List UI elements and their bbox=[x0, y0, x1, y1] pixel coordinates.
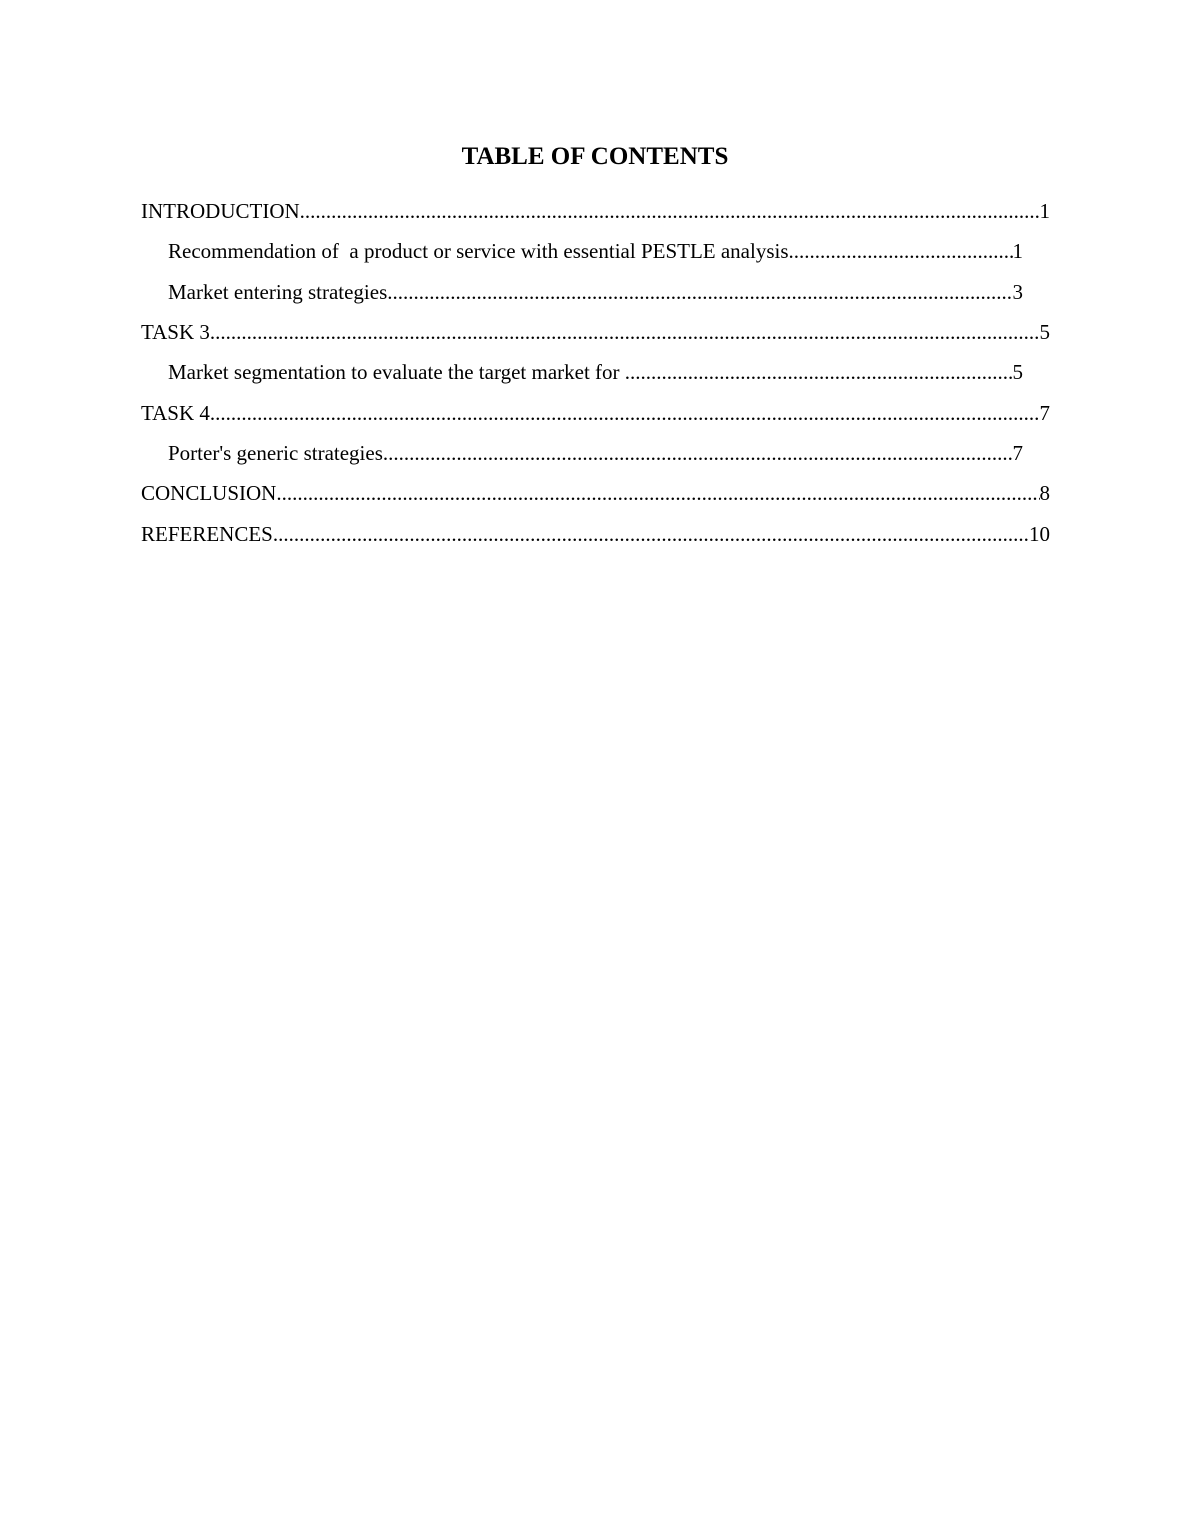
toc-dot-leader bbox=[789, 236, 1013, 266]
toc-dot-leader bbox=[300, 196, 1040, 226]
toc-page-number: 7 bbox=[1039, 401, 1050, 425]
toc-page-number: 5 bbox=[1039, 320, 1050, 344]
toc-entry-porters-generic-strategies[interactable] bbox=[168, 438, 1023, 468]
toc-entry-task-4[interactable] bbox=[141, 398, 1050, 428]
toc-page-number: 10 bbox=[1029, 522, 1050, 546]
toc-dot-leader bbox=[273, 519, 1029, 549]
toc-entry-label: TASK 3 bbox=[141, 320, 210, 344]
toc-entry-pestle-recommendation[interactable] bbox=[168, 236, 1023, 266]
toc-entry-label: Market segmentation to evaluate the target market for bbox=[168, 360, 625, 384]
toc-entry-introduction[interactable] bbox=[141, 196, 1050, 226]
toc-page-number: 3 bbox=[1012, 280, 1023, 304]
toc-page-number: 1 bbox=[1039, 199, 1050, 223]
toc-entry-references[interactable] bbox=[141, 519, 1050, 549]
toc-entry-conclusion[interactable] bbox=[141, 478, 1050, 508]
toc-dot-leader bbox=[625, 357, 1013, 387]
toc-entry-label: INTRODUCTION bbox=[141, 199, 300, 223]
toc-entry-label: Market entering strategies bbox=[168, 280, 388, 304]
toc-title: TABLE OF CONTENTS bbox=[461, 143, 729, 170]
toc-entry-label: REFERENCES bbox=[141, 522, 273, 546]
toc-page-number: 7 bbox=[1012, 441, 1023, 465]
toc-page-number: 1 bbox=[1012, 239, 1023, 263]
toc-entry-label: Recommendation of a product or service with essential PESTLE analysis bbox=[168, 239, 789, 263]
toc-page-number: 8 bbox=[1039, 481, 1050, 505]
toc-dot-leader bbox=[383, 438, 1013, 468]
toc-entry-label: TASK 4 bbox=[141, 401, 210, 425]
toc-entry-market-entering-strategies[interactable] bbox=[168, 277, 1023, 307]
toc-entry-market-segmentation[interactable] bbox=[168, 357, 1023, 387]
toc-entry-label: CONCLUSION bbox=[141, 481, 277, 505]
toc-dot-leader bbox=[276, 478, 1039, 508]
toc-dot-leader bbox=[387, 277, 1012, 307]
toc-dot-leader bbox=[210, 317, 1040, 347]
toc-entry-task-3[interactable] bbox=[141, 317, 1050, 347]
toc-dot-leader bbox=[210, 398, 1040, 428]
toc-entry-label: Porter's generic strategies bbox=[168, 441, 383, 465]
toc-page-number: 5 bbox=[1012, 360, 1023, 384]
